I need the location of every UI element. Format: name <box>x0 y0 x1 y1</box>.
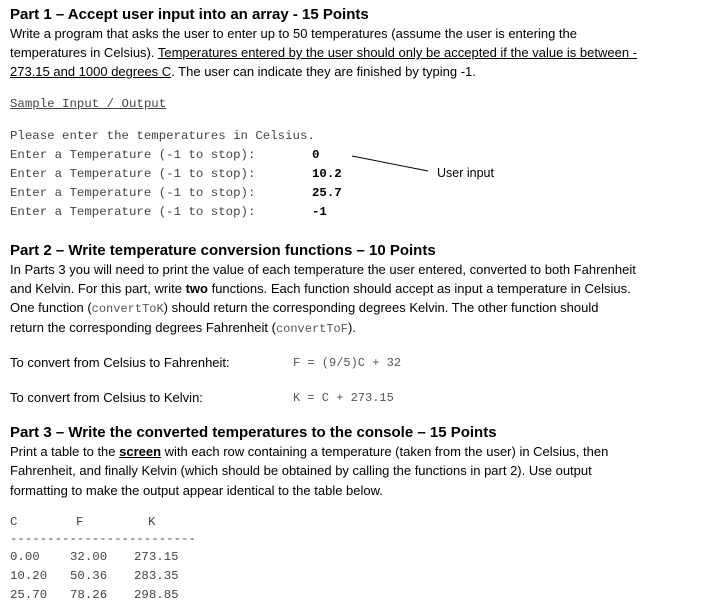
entry-prompt: Enter a Temperature (-1 to stop): <box>10 205 256 219</box>
entry-line-1 <box>10 148 255 162</box>
part3-line1: Print a table to the screen with each row containing a temperature (taken from the user) in Celsius, then <box>10 444 609 459</box>
annotation-arrow-line <box>340 150 430 180</box>
part2-heading: Part 2 – Write temperature conversion functions – 10 Points <box>10 242 436 259</box>
entry-input-3: 25.7 <box>312 186 342 200</box>
part1-range-underlined: 273.15 and 1000 degrees C <box>10 64 172 79</box>
part1-paragraph-line3 <box>10 62 476 81</box>
prompt-line: Please enter the temperatures in Celsius. <box>10 129 315 143</box>
fahrenheit-label: To convert from Celsius to Fahrenheit: <box>10 355 230 370</box>
part2-line3: One function (convertToK) should return the corresponding degrees Kelvin. The other function should <box>10 300 599 316</box>
cell-k: 273.15 <box>134 550 179 564</box>
kelvin-formula: K = C + 273.15 <box>293 391 394 405</box>
entry-line-3 <box>10 186 255 200</box>
cell-f: 32.00 <box>70 550 108 564</box>
convertToK-code: convertToK <box>91 302 164 316</box>
entry-line-4 <box>10 205 255 219</box>
part3-heading: Part 3 – Write the converted temperatures to the console – 15 Points <box>10 424 497 441</box>
table-divider: ------------------------- <box>10 532 196 546</box>
entry-prompt: Enter a Temperature (-1 to stop): <box>10 186 256 200</box>
part3-line2: Fahrenheit, and finally Kelvin (which should be obtained by calling the functions in part 2). Use output <box>10 463 592 478</box>
cell-f: 50.36 <box>70 569 108 583</box>
header-c: C <box>10 515 18 529</box>
part1-text: . The user can indicate they are finished by typing -1. <box>171 64 476 79</box>
cell-c: 10.20 <box>10 569 48 583</box>
part1-text: temperatures in Celsius). <box>10 45 158 60</box>
cell-f: 78.26 <box>70 588 108 602</box>
entry-line-2 <box>10 167 255 181</box>
cell-k: 298.85 <box>134 588 179 602</box>
kelvin-label: To convert from Celsius to Kelvin: <box>10 390 203 405</box>
part2-line4: return the corresponding degrees Fahrenheit (convertToF). <box>10 320 356 336</box>
cell-c: 0.00 <box>10 550 40 564</box>
convertToF-code: convertToF <box>275 322 348 336</box>
part3-line3: formatting to make the output appear identical to the table below. <box>10 483 383 498</box>
header-k: K <box>148 515 156 529</box>
sample-title: Sample Input / Output <box>10 97 167 111</box>
part1-paragraph-line1: Write a program that asks the user to enter up to 50 temperatures (assume the user is entering the <box>10 26 577 41</box>
entry-prompt: Enter a Temperature (-1 to stop): <box>10 148 256 162</box>
part2-line2: and Kelvin. For this part, write two functions. Each function should accept as input a temperature in Celsius. <box>10 281 631 296</box>
cell-c: 25.70 <box>10 588 48 602</box>
fahrenheit-formula: F = (9/5)C + 32 <box>293 356 402 370</box>
entry-input-2: 10.2 <box>312 167 342 181</box>
part1-requirement-underlined: Temperatures entered by the user should only be accepted if the value is between - <box>157 45 637 60</box>
part1-heading: Part 1 – Accept user input into an array - 15 Points <box>10 6 369 23</box>
entry-input-1: 0 <box>312 148 320 162</box>
screen-emphasis: screen <box>119 444 162 459</box>
part1-paragraph-line2 <box>10 43 637 62</box>
header-f: F <box>76 515 84 529</box>
entry-prompt: Enter a Temperature (-1 to stop): <box>10 167 256 181</box>
user-input-annotation: User input <box>437 166 494 180</box>
part2-line1: In Parts 3 you will need to print the value of each temperature the user entered, converted to both Fahrenheit <box>10 262 636 277</box>
cell-k: 283.35 <box>134 569 179 583</box>
entry-input-4: -1 <box>312 205 327 219</box>
two-emphasis: two <box>185 281 208 296</box>
